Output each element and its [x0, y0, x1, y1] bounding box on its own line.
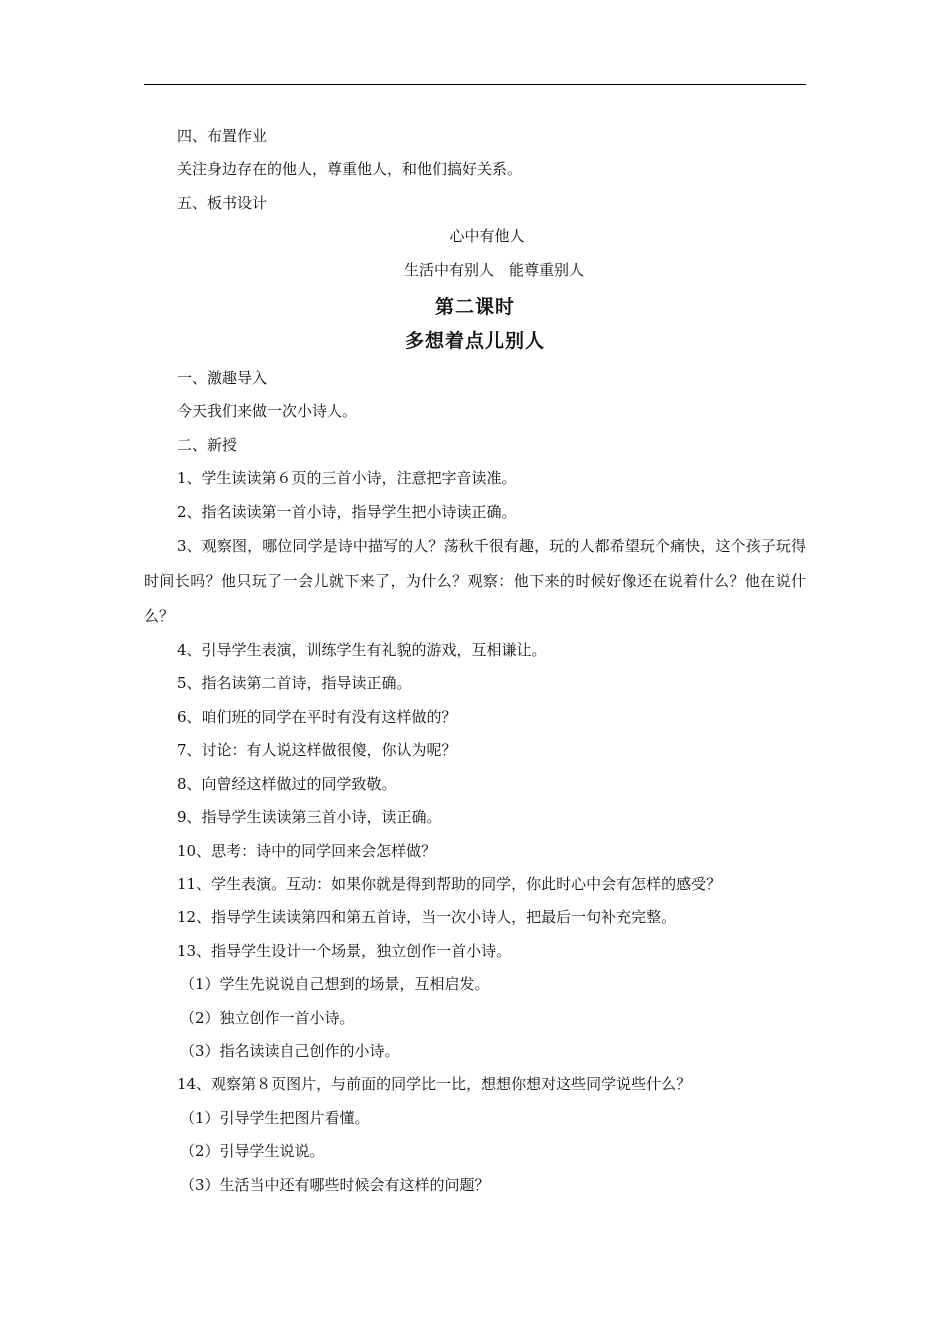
step-item: 5、指名读第二首诗，指导读正确。 — [177, 674, 412, 693]
section-board-heading: 五、板书设计 — [177, 193, 268, 212]
header-rule — [144, 84, 806, 85]
step-item: 1、学生读读第６页的三首小诗，注意把字音读准。 — [177, 469, 517, 488]
intro-text: 今天我们来做一次小诗人。 — [177, 402, 358, 421]
board-line-1: 心中有他人 — [449, 227, 525, 246]
sub-step-item: （2）引导学生说说。 — [180, 1142, 325, 1161]
step-item: 7、讨论：有人说这样做很傻，你认为呢？ — [177, 741, 457, 760]
step-item: 13、指导学生设计一个场景，独立创作一首小诗。 — [177, 941, 512, 960]
step-item: 9、指导学生读读第三首小诗，读正确。 — [177, 808, 442, 827]
sub-step-item: （2）独立创作一首小诗。 — [180, 1008, 355, 1027]
section-intro-heading: 一、激趣导入 — [177, 369, 268, 388]
section-homework-heading: 四、布置作业 — [177, 127, 268, 145]
section-new-heading: 二、新授 — [177, 435, 238, 454]
sub-step-item: （3）指名读读自己创作的小诗。 — [180, 1041, 400, 1060]
sub-step-item: （3）生活当中还有哪些时候会有这样的问题？ — [180, 1175, 490, 1194]
step-item: 6、咱们班的同学在平时有没有这样做的？ — [177, 707, 457, 726]
step-item: 10、思考：诗中的同学回来会怎样做？ — [177, 841, 437, 860]
lesson-title: 第二课时 — [434, 296, 515, 319]
document-body — [144, 120, 806, 1202]
board-line-2: 生活中有别人 能尊重别人 — [403, 260, 584, 279]
sub-step-item: （1）学生先说说自己想到的场景，互相启发。 — [180, 975, 490, 994]
step-item: 11、学生表演。互动：如果你就是得到帮助的同学，你此时心中会有怎样的感受？ — [177, 874, 722, 893]
step-item-3: 3、观察图，哪位同学是诗中描写的人？荡秋千很有趣，玩的人都希望玩个痛快，这个孩子玩得时间长吗？他只玩了一会儿就下来了，为什么？观察：他下来的时候好像还在说着什么？他在说什么？ — [144, 537, 806, 626]
step-item: 2、指名读读第一首小诗，指导学生把小诗读正确。 — [177, 502, 517, 521]
sub-step-item: （1）引导学生把图片看懂。 — [180, 1108, 370, 1127]
homework-text: 关注身边存在的他人，尊重他人，和他们搞好关系。 — [177, 160, 523, 179]
step-item: 8、向曾经这样做过的同学致敬。 — [177, 774, 397, 793]
step-item-14: 14、观察第８页图片，与前面的同学比一比，想想你想对这些同学说些什么？ — [177, 1075, 692, 1094]
step-item: 12、指导学生读读第四和第五首诗，当一次小诗人，把最后一句补充完整。 — [177, 908, 677, 927]
lesson-subtitle: 多想着点儿别人 — [404, 330, 545, 353]
step-item: 4、引导学生表演，训练学生有礼貌的游戏，互相谦让。 — [177, 641, 547, 660]
